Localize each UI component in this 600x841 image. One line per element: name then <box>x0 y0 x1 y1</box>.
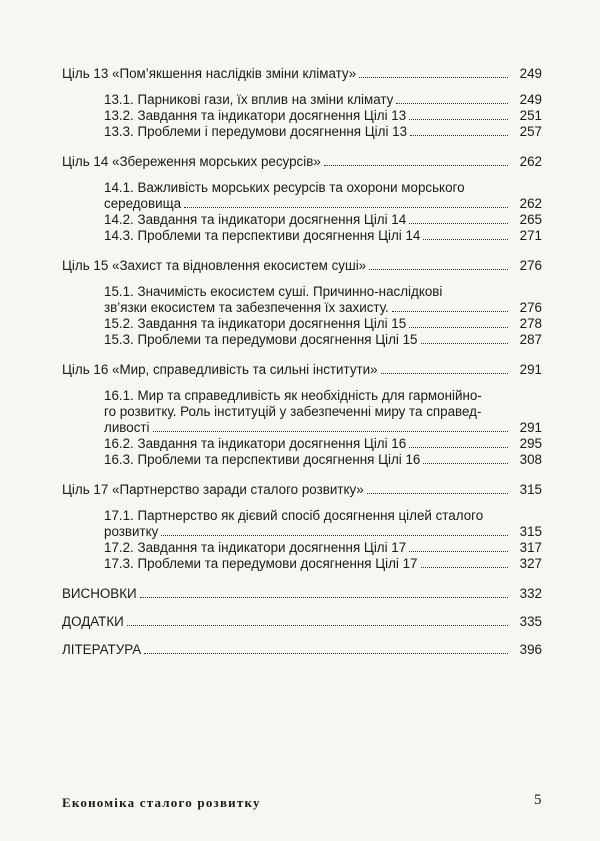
dot-leader <box>423 463 508 464</box>
toc-entry-page: 396 <box>508 642 542 658</box>
toc-entry-page: 249 <box>508 92 542 108</box>
toc-entry-title: 14.2. Завдання та індикатори досягнення Цілі 14 <box>104 212 409 228</box>
toc-entry-page: 335 <box>508 614 542 630</box>
toc-entry-16-1 <box>104 388 542 436</box>
toc-entry-16-2 <box>104 436 542 452</box>
toc-entry-goal-16 <box>62 362 542 378</box>
toc-entry-title: 15.2. Завдання та індикатори досягнення Цілі 15 <box>104 316 409 332</box>
toc-entry-goal-17 <box>62 482 542 498</box>
toc-entry-title: 16.3. Проблеми та перспективи досягнення Цілі 16 <box>104 452 423 468</box>
toc-entry-title-line: зв’язки екосистем та забезпечення їх захисту. <box>104 300 392 316</box>
toc-entry-title: ЛІТЕРАТУРА <box>62 642 144 658</box>
dot-leader <box>144 653 508 654</box>
toc-entry-page: 315 <box>508 482 542 498</box>
toc-entry-page: 287 <box>508 332 542 348</box>
table-of-contents <box>62 66 542 658</box>
toc-entry-title-line: розвитку <box>104 524 161 540</box>
toc-entry-title: Ціль 13 «Пом’якшення наслідків зміни клімату» <box>62 66 359 82</box>
dot-leader <box>409 327 508 328</box>
toc-entry-title: 14.3. Проблеми та перспективи досягнення Цілі 14 <box>104 228 423 244</box>
toc-entry-page: 271 <box>508 228 542 244</box>
toc-entry-16-3 <box>104 452 542 468</box>
dot-leader <box>367 493 508 494</box>
toc-entry-14-1 <box>104 180 542 212</box>
toc-entry-17-1 <box>104 508 542 540</box>
toc-entry-page: 308 <box>508 452 542 468</box>
toc-entry-page: 262 <box>508 154 542 170</box>
dot-leader <box>409 223 508 224</box>
toc-entry-page: 327 <box>508 556 542 572</box>
toc-entry-title-line: ливості <box>104 420 153 436</box>
toc-entry-page: 291 <box>508 420 542 436</box>
toc-entry-title: Ціль 16 «Мир, справедливість та сильні інститути» <box>62 362 381 378</box>
toc-entry-title-line: середовища <box>104 196 184 212</box>
toc-entry-13-1 <box>104 92 542 108</box>
dot-leader <box>396 103 508 104</box>
dot-leader <box>359 77 508 78</box>
dot-leader <box>409 447 508 448</box>
toc-entry-page: 332 <box>508 586 542 602</box>
toc-entry-page: 249 <box>508 66 542 82</box>
toc-entry-15-3 <box>104 332 542 348</box>
toc-entry-17-3 <box>104 556 542 572</box>
dot-leader <box>392 311 508 312</box>
toc-entry-title: Ціль 15 «Захист та відновлення екосистем суші» <box>62 258 369 274</box>
dot-leader <box>421 343 508 344</box>
toc-entry-title: 13.2. Завдання та індикатори досягнення Цілі 13 <box>104 108 409 124</box>
toc-entry-title: 16.2. Завдання та індикатори досягнення Цілі 16 <box>104 436 409 452</box>
toc-entry-goal-13 <box>62 66 542 82</box>
dot-leader <box>153 431 508 432</box>
toc-entry-13-3 <box>104 124 542 140</box>
toc-entry-title: Ціль 14 «Збереження морських ресурсів» <box>62 154 324 170</box>
toc-entry-title: 17.2. Завдання та індикатори досягнення Цілі 17 <box>104 540 409 556</box>
running-footer-title: Економіка сталого розвитку <box>62 795 261 810</box>
toc-entry-page: 295 <box>508 436 542 452</box>
dot-leader <box>410 135 508 136</box>
toc-entry-page: 257 <box>508 124 542 140</box>
toc-entry-15-2 <box>104 316 542 332</box>
toc-entry-appendices <box>62 614 542 630</box>
dot-leader <box>369 269 508 270</box>
toc-entry-14-3 <box>104 228 542 244</box>
toc-entry-conclusions <box>62 586 542 602</box>
dot-leader <box>381 373 508 374</box>
toc-entry-14-2 <box>104 212 542 228</box>
toc-entry-17-2 <box>104 540 542 556</box>
toc-entry-title: Ціль 17 «Партнерство заради сталого розвитку» <box>62 482 367 498</box>
dot-leader <box>409 551 508 552</box>
toc-entry-title: 15.3. Проблеми та передумови досягнення Цілі 15 <box>104 332 421 348</box>
toc-entry-title: ВИСНОВКИ <box>62 586 140 602</box>
toc-entry-page: 317 <box>508 540 542 556</box>
toc-entry-title-line: 14.1. Важливість морських ресурсів та охорони морського <box>104 180 465 195</box>
dot-leader <box>184 207 508 208</box>
dot-leader <box>127 625 508 626</box>
toc-entry-title: ДОДАТКИ <box>62 614 127 630</box>
toc-entry-15-1 <box>104 284 542 316</box>
toc-entry-literature <box>62 642 542 658</box>
toc-entry-title-line: 16.1. Мир та справедливість як необхідність для гармонійно- <box>104 388 482 403</box>
toc-entry-page: 276 <box>508 258 542 274</box>
toc-entry-page: 276 <box>508 300 542 316</box>
toc-entry-page: 251 <box>508 108 542 124</box>
dot-leader <box>140 597 508 598</box>
toc-entry-title-line: 15.1. Значимість екосистем суші. Причинно-наслідкові <box>104 284 443 299</box>
dot-leader <box>421 567 508 568</box>
dot-leader <box>423 239 508 240</box>
toc-entry-goal-14 <box>62 154 542 170</box>
toc-entry-page: 315 <box>508 524 542 540</box>
toc-entry-page: 265 <box>508 212 542 228</box>
toc-entry-page: 291 <box>508 362 542 378</box>
toc-entry-title: 13.1. Парникові гази, їх вплив на зміни клімату <box>104 92 396 108</box>
dot-leader <box>409 119 508 120</box>
toc-entry-title: 13.3. Проблеми і передумови досягнення Цілі 13 <box>104 124 410 140</box>
dot-leader <box>324 165 508 166</box>
dot-leader <box>161 535 508 536</box>
page-number: 5 <box>534 792 542 808</box>
toc-entry-page: 278 <box>508 316 542 332</box>
toc-entry-13-2 <box>104 108 542 124</box>
toc-entry-page: 262 <box>508 196 542 212</box>
toc-entry-title-line: го розвитку. Роль інституцій у забезпеченні миру та справед- <box>104 404 482 419</box>
toc-entry-goal-15 <box>62 258 542 274</box>
toc-entry-title: 17.3. Проблеми та передумови досягнення Цілі 17 <box>104 556 421 572</box>
toc-entry-title-line: 17.1. Партнерство як дієвий спосіб досягнення цілей сталого <box>104 508 484 523</box>
